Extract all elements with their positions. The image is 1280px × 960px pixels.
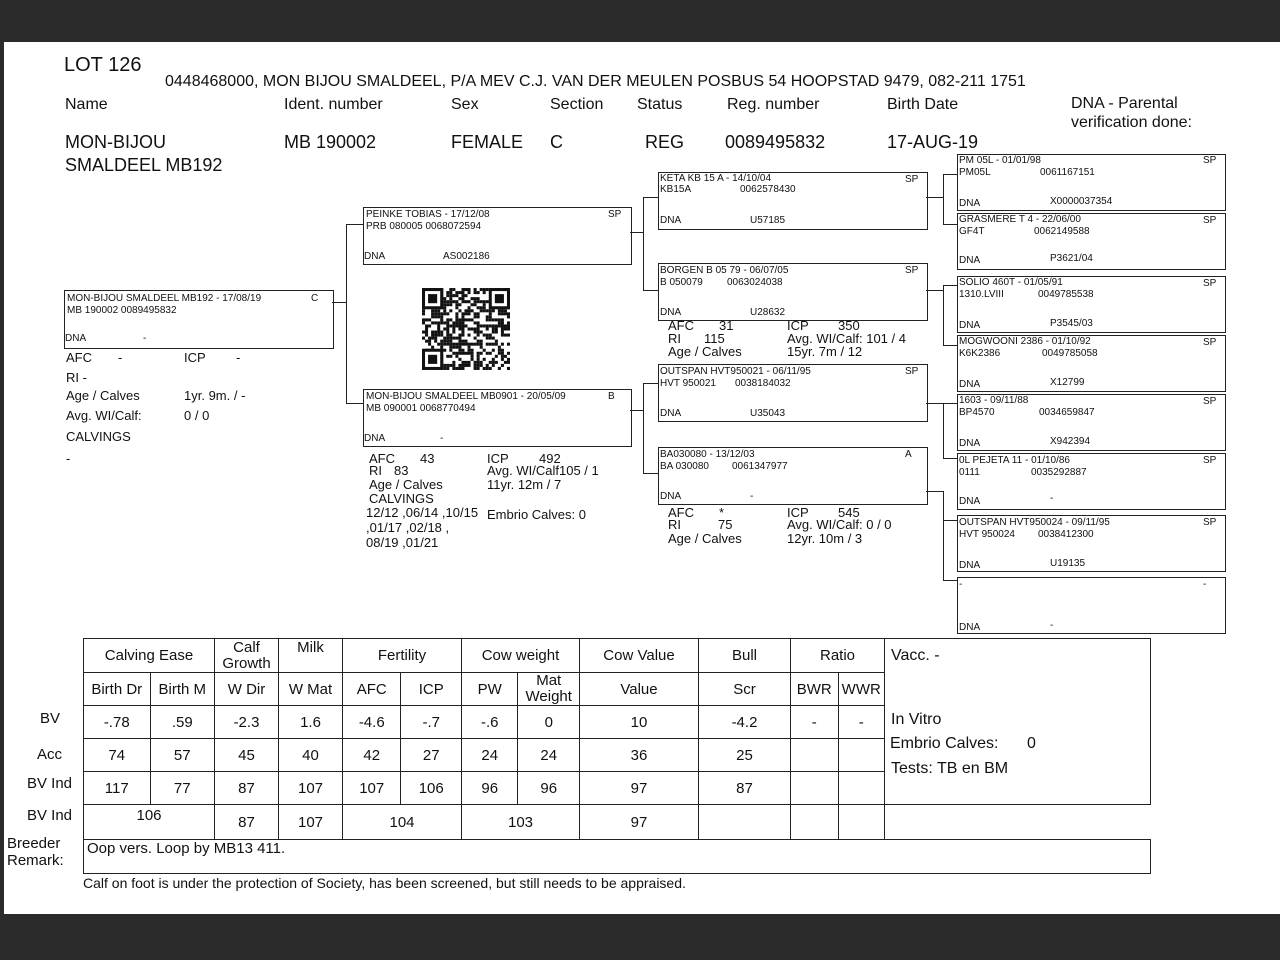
col-scr: Scr bbox=[699, 673, 791, 706]
subject-box bbox=[64, 290, 334, 349]
subject-age-label: Age / Calves bbox=[66, 388, 140, 403]
group-calf-growth: Calf Growth bbox=[215, 639, 279, 673]
ggp-dna-value: X0000037354 bbox=[1050, 196, 1113, 207]
gp-ri-value: 115 bbox=[704, 331, 725, 346]
lot-number: LOT 126 bbox=[64, 54, 142, 76]
cell: 74 bbox=[84, 739, 151, 772]
value-reg: 0089495832 bbox=[725, 132, 826, 152]
ggp-tag: - bbox=[1203, 579, 1207, 590]
gp-dna-value: - bbox=[750, 491, 754, 502]
subject-afc-label: AFC bbox=[66, 350, 92, 365]
gp-dna: DNA bbox=[660, 408, 682, 419]
cell: 107 bbox=[343, 772, 401, 805]
gp-title: OUTSPAN HVT950021 - 06/11/95 bbox=[660, 366, 811, 377]
dam-icp-value: 492 bbox=[539, 451, 561, 466]
cell: 40 bbox=[279, 739, 343, 772]
connector bbox=[943, 285, 944, 345]
owner-info: 0448468000, MON BIJOU SMALDEEL, P/A MEV C.J. VAN DER MEULEN POSBUS 54 HOOPSTAD 9479, 082-211 1751 bbox=[165, 73, 1026, 90]
subject-dna: DNA bbox=[65, 333, 87, 344]
ggp-tag: SP bbox=[1203, 337, 1217, 348]
side-panel bbox=[885, 639, 1151, 805]
gp-avg: Avg. WI/Calf: 101 / 4 bbox=[787, 331, 906, 346]
gp-icp-value: 545 bbox=[838, 505, 860, 520]
ggp-id: GF4T bbox=[959, 226, 985, 237]
connector bbox=[943, 174, 944, 224]
ggp-dna: DNA bbox=[959, 560, 981, 571]
connector bbox=[943, 458, 957, 459]
gp-reg: 0062578430 bbox=[740, 184, 796, 195]
gp-reg: 0061347977 bbox=[732, 461, 788, 472]
tests: Tests: TB en BM bbox=[891, 760, 1009, 777]
ggp-id: 0111 bbox=[959, 467, 980, 478]
qr-code bbox=[422, 288, 510, 370]
cell bbox=[838, 772, 885, 805]
cell bbox=[838, 805, 885, 840]
cell bbox=[791, 805, 839, 840]
gp-age-label: Age / Calves bbox=[668, 531, 742, 546]
gp-icp-value: 350 bbox=[838, 318, 860, 333]
footer-note: Calf on foot is under the protection of Society, has been screened, but still needs to be appraised. bbox=[83, 875, 686, 891]
cell: 87 bbox=[215, 805, 279, 840]
label-dna: DNA - Parental bbox=[1071, 95, 1178, 112]
ggp-dna: DNA bbox=[959, 320, 981, 331]
gp-id: KB15A bbox=[660, 184, 692, 195]
sire-title: PEINKE TOBIAS - 17/12/08 bbox=[366, 209, 490, 220]
connector bbox=[943, 345, 957, 346]
value-status: REG bbox=[645, 132, 685, 152]
connector bbox=[943, 403, 957, 404]
ggp-title: - bbox=[959, 579, 963, 590]
connector bbox=[346, 403, 363, 404]
ggp-title: OUTSPAN HVT950024 - 09/11/95 bbox=[959, 517, 1110, 528]
cell: 42 bbox=[343, 739, 401, 772]
connector bbox=[346, 224, 347, 403]
connector bbox=[643, 197, 644, 290]
dam-afc-value: 43 bbox=[420, 451, 435, 466]
vacc: Vacc. - bbox=[891, 647, 940, 664]
gp-dna-value: U35043 bbox=[750, 408, 786, 419]
ggp-reg: 0035292887 bbox=[1031, 467, 1087, 478]
cell: 103 bbox=[462, 805, 580, 840]
cell: 106 bbox=[84, 805, 215, 840]
ggp-dna: DNA bbox=[959, 198, 981, 209]
ggp-reg: 0049785538 bbox=[1038, 289, 1094, 300]
row-label-bv-ind: BV Ind bbox=[27, 775, 73, 792]
label-name: Name bbox=[65, 96, 108, 113]
group-cow-weight: Cow weight bbox=[462, 639, 580, 673]
label-reg: Reg. number bbox=[727, 96, 820, 113]
ggp-title: MOGWOONI 2386 - 01/10/92 bbox=[959, 336, 1091, 347]
group-calving-ease: Calving Ease bbox=[84, 639, 215, 673]
embrio-calves-value: 0 bbox=[1027, 735, 1036, 752]
subject-age-value: 1yr. 9m. / - bbox=[184, 388, 246, 403]
subject-icp-label: ICP bbox=[184, 350, 206, 365]
gp-title: BA030080 - 13/12/03 bbox=[660, 449, 755, 460]
cell: 24 bbox=[518, 739, 580, 772]
connector bbox=[643, 383, 644, 473]
viewer-bottom-bar bbox=[0, 914, 1280, 960]
cell: 97 bbox=[580, 772, 699, 805]
ggp-title: 1603 - 09/11/88 bbox=[959, 395, 1029, 406]
cell: -.6 bbox=[462, 706, 518, 739]
dam-embrio: Embrio Calves: 0 bbox=[487, 507, 586, 522]
ggp-tag: SP bbox=[1203, 278, 1217, 289]
ggp-tag: SP bbox=[1203, 517, 1217, 528]
ggp-title: SOLIO 460T - 01/05/91 bbox=[959, 277, 1063, 288]
ggp-reg: 0062149588 bbox=[1034, 226, 1090, 237]
cell: 107 bbox=[279, 772, 343, 805]
cell: -.7 bbox=[401, 706, 462, 739]
cell: -2.3 bbox=[215, 706, 279, 739]
dam-ri-value: 83 bbox=[394, 463, 409, 478]
cell: 57 bbox=[150, 739, 215, 772]
ggp-dna-value: - bbox=[1050, 493, 1054, 504]
connector bbox=[926, 197, 944, 198]
ggp-dna-value: X12799 bbox=[1050, 377, 1085, 388]
great-grandparent-box bbox=[957, 394, 1226, 451]
ggp-id: BP4570 bbox=[959, 407, 995, 418]
gp-age-label: Age / Calves bbox=[668, 344, 742, 359]
connector bbox=[630, 232, 644, 233]
gp-title: BORGEN B 05 79 - 06/07/05 bbox=[660, 265, 789, 276]
dam-afc-label: AFC bbox=[369, 451, 395, 466]
ggp-dna: DNA bbox=[959, 622, 981, 633]
dam-icp-label: ICP bbox=[487, 451, 509, 466]
value-birth: 17-AUG-19 bbox=[887, 132, 979, 152]
ggp-title: PM 05L - 01/01/98 bbox=[959, 155, 1041, 166]
sire-ids: PRB 080005 0068072594 bbox=[366, 221, 482, 232]
breeding-values-table bbox=[83, 638, 1151, 874]
gp-afc-value: * bbox=[719, 505, 725, 520]
cell: .59 bbox=[150, 706, 215, 739]
dam-age-value: 11yr. 12m / 7 bbox=[487, 477, 562, 492]
gp-afc-label: AFC bbox=[668, 318, 694, 333]
ggp-id: HVT 950024 bbox=[959, 529, 1015, 540]
subject-icp-value: - bbox=[236, 350, 241, 365]
connector bbox=[926, 290, 944, 291]
ggp-dna-value: - bbox=[1050, 620, 1054, 631]
remark-label: Remark: bbox=[7, 852, 64, 869]
gp-tag: A bbox=[905, 449, 912, 460]
col-mat-weight: Mat Weight bbox=[518, 673, 580, 706]
ggp-id: PM05L bbox=[959, 167, 991, 178]
grandparent-box bbox=[658, 447, 928, 505]
gp-reg: 0038184032 bbox=[735, 378, 791, 389]
ggp-id: 1310.LVIII bbox=[959, 289, 1004, 300]
cell: - bbox=[791, 706, 839, 739]
subject-avg-label: Avg. WI/Calf: bbox=[66, 408, 142, 423]
cell: 27 bbox=[401, 739, 462, 772]
gp-afc-label: AFC bbox=[668, 505, 694, 520]
col-pw: PW bbox=[462, 673, 518, 706]
sire-dna-value: AS002186 bbox=[443, 251, 490, 262]
ggp-tag: SP bbox=[1203, 396, 1217, 407]
col-w-dir: W Dir bbox=[215, 673, 279, 706]
sire-tag: SP bbox=[608, 209, 622, 220]
gp-title: KETA KB 15 A - 14/10/04 bbox=[660, 173, 772, 184]
gp-dna: DNA bbox=[660, 307, 682, 318]
cell: -.78 bbox=[84, 706, 151, 739]
cell: -4.6 bbox=[343, 706, 401, 739]
value-section: C bbox=[550, 132, 563, 152]
great-grandparent-box bbox=[957, 453, 1226, 510]
cell: 96 bbox=[518, 772, 580, 805]
label-birth: Birth Date bbox=[887, 96, 959, 113]
cell: 45 bbox=[215, 739, 279, 772]
dam-calvings-3: 08/19 ,01/21 bbox=[366, 535, 439, 550]
ggp-dna: DNA bbox=[959, 379, 981, 390]
cell: 87 bbox=[699, 772, 791, 805]
dam-calvings-2: ,01/17 ,02/18 , bbox=[366, 520, 450, 535]
cell bbox=[791, 739, 839, 772]
subject-calvings-label: CALVINGS bbox=[66, 429, 131, 444]
subject-calvings-value: - bbox=[66, 451, 71, 466]
row-label-acc: Acc bbox=[37, 746, 63, 763]
connector bbox=[943, 491, 944, 580]
remark-cell: Oop vers. Loop by MB13 411. bbox=[84, 840, 1151, 874]
subject-title: MON-BIJOU SMALDEEL MB192 - 17/08/19 bbox=[67, 293, 262, 304]
ggp-dna-value: P3545/03 bbox=[1050, 318, 1093, 329]
label-section: Section bbox=[550, 96, 604, 113]
value-name-2: SMALDEEL MB192 bbox=[65, 155, 223, 175]
row-label-bv: BV bbox=[40, 710, 61, 727]
subject-avg-value: 0 / 0 bbox=[184, 408, 210, 423]
cell: 0 bbox=[518, 706, 580, 739]
grandparent-box bbox=[658, 172, 928, 230]
cell: -4.2 bbox=[699, 706, 791, 739]
col-w-mat: W Mat bbox=[279, 673, 343, 706]
great-grandparent-box bbox=[957, 213, 1226, 270]
great-grandparent-box bbox=[957, 154, 1226, 211]
great-grandparent-box bbox=[957, 335, 1226, 392]
row-bv-ind-2 bbox=[84, 805, 1151, 840]
cell: 96 bbox=[462, 772, 518, 805]
cell: 117 bbox=[84, 772, 151, 805]
cell: 107 bbox=[279, 805, 343, 840]
ggp-reg: 0034659847 bbox=[1039, 407, 1095, 418]
ggp-dna: DNA bbox=[959, 255, 981, 266]
subject-afc-value: - bbox=[118, 350, 123, 365]
cell bbox=[699, 805, 791, 840]
cell: 106 bbox=[401, 772, 462, 805]
gp-dna-value: U57185 bbox=[750, 215, 786, 226]
group-bull: Bull bbox=[699, 639, 791, 673]
connector bbox=[943, 580, 957, 581]
subject-dna-value: - bbox=[143, 333, 147, 344]
sire-box bbox=[363, 207, 632, 265]
ggp-dna-value: X942394 bbox=[1050, 436, 1091, 447]
sire-dna: DNA bbox=[364, 251, 386, 262]
gp-id: B 050079 bbox=[660, 277, 703, 288]
dam-dna: DNA bbox=[364, 433, 386, 444]
gp-icp-label: ICP bbox=[787, 318, 809, 333]
gp-age-value: 12yr. 10m / 3 bbox=[787, 531, 863, 546]
connector bbox=[943, 520, 957, 521]
connector bbox=[643, 383, 658, 384]
connector bbox=[332, 302, 347, 303]
label-dna-2: verification done: bbox=[1071, 114, 1192, 131]
ggp-tag: SP bbox=[1203, 155, 1217, 166]
cell: 24 bbox=[462, 739, 518, 772]
label-status: Status bbox=[637, 96, 683, 113]
ggp-reg: 0061167151 bbox=[1040, 167, 1095, 178]
in-vitro: In Vitro bbox=[891, 711, 942, 728]
grandparent-box bbox=[658, 364, 928, 422]
gp-dna: DNA bbox=[660, 491, 682, 502]
dam-calvings-label: CALVINGS bbox=[369, 491, 434, 506]
subject-class: C bbox=[311, 293, 319, 304]
gp-dna-value: U28632 bbox=[750, 307, 786, 318]
great-grandparent-box bbox=[957, 577, 1226, 634]
gp-tag: SP bbox=[905, 174, 919, 185]
gp-avg: Avg. WI/Calf: 0 / 0 bbox=[787, 517, 892, 532]
ggp-dna-value: P3621/04 bbox=[1050, 253, 1093, 264]
ggp-id: K6K2386 bbox=[959, 348, 1001, 359]
gp-ri-label: RI bbox=[668, 331, 681, 346]
connector bbox=[943, 403, 944, 458]
gp-id: HVT 950021 bbox=[660, 378, 716, 389]
ggp-title: 0L PEJETA 11 - 01/10/86 bbox=[959, 455, 1070, 466]
dam-box bbox=[363, 389, 632, 447]
cell: 77 bbox=[150, 772, 215, 805]
ggp-dna: DNA bbox=[959, 496, 981, 507]
connector bbox=[630, 410, 644, 411]
cell: 1.6 bbox=[279, 706, 343, 739]
ggp-dna-value: U19135 bbox=[1050, 558, 1086, 569]
gp-afc-value: 31 bbox=[719, 318, 734, 333]
connector bbox=[346, 224, 363, 225]
gp-ri-value: 75 bbox=[718, 517, 733, 532]
embrio-calves: Embrio Calves: bbox=[890, 735, 999, 752]
gp-age-value: 15yr. 7m / 12 bbox=[787, 344, 863, 359]
gp-tag: SP bbox=[905, 265, 919, 276]
cell: 97 bbox=[580, 805, 699, 840]
grandparent-box bbox=[658, 263, 928, 321]
cell: 104 bbox=[343, 805, 462, 840]
col-bwr: BWR bbox=[791, 673, 839, 706]
cell bbox=[791, 772, 839, 805]
ggp-tag: SP bbox=[1203, 215, 1217, 226]
connector bbox=[943, 285, 957, 286]
great-grandparent-box bbox=[957, 276, 1226, 333]
gp-tag: SP bbox=[905, 366, 919, 377]
connector bbox=[943, 174, 957, 175]
value-name: MON-BIJOU bbox=[65, 132, 166, 152]
col-birth-dr: Birth Dr bbox=[84, 673, 151, 706]
connector bbox=[926, 491, 944, 492]
col-birth-m: Birth M bbox=[150, 673, 215, 706]
subject-ids: MB 190002 0089495832 bbox=[67, 305, 177, 316]
col-icp: ICP bbox=[401, 673, 462, 706]
col-value: Value bbox=[580, 673, 699, 706]
col-afc: AFC bbox=[343, 673, 401, 706]
great-grandparent-box bbox=[957, 515, 1226, 572]
connector bbox=[643, 197, 658, 198]
ggp-tag: SP bbox=[1203, 455, 1217, 466]
gp-icp-label: ICP bbox=[787, 505, 809, 520]
dam-title: MON-BIJOU SMALDEEL MB0901 - 20/05/09 bbox=[366, 391, 566, 402]
group-milk: Milk bbox=[279, 639, 343, 673]
label-ident: Ident. number bbox=[284, 96, 383, 113]
cell: 25 bbox=[699, 739, 791, 772]
row-label-bv-ind-2: BV Ind bbox=[27, 807, 73, 824]
dam-dna-value: - bbox=[440, 433, 444, 444]
ggp-reg: 0038412300 bbox=[1038, 529, 1094, 540]
connector bbox=[943, 224, 957, 225]
gp-ri-label: RI bbox=[668, 517, 681, 532]
group-ratio: Ratio bbox=[791, 639, 885, 673]
gp-reg: 0063024038 bbox=[727, 277, 783, 288]
gp-id: BA 030080 bbox=[660, 461, 709, 472]
dam-calvings-1: 12/12 ,06/14 ,10/15 bbox=[366, 505, 479, 520]
group-fertility: Fertility bbox=[343, 639, 462, 673]
group-cow-value: Cow Value bbox=[580, 639, 699, 673]
cell bbox=[838, 739, 885, 772]
ggp-title: GRASMERE T 4 - 22/06/00 bbox=[959, 214, 1081, 225]
connector bbox=[643, 473, 658, 474]
cell: 36 bbox=[580, 739, 699, 772]
ggp-reg: 0049785058 bbox=[1042, 348, 1098, 359]
col-wwr: WWR bbox=[838, 673, 885, 706]
cell: 10 bbox=[580, 706, 699, 739]
connector bbox=[643, 290, 658, 291]
ggp-dna: DNA bbox=[959, 438, 981, 449]
dam-tag: B bbox=[608, 391, 615, 402]
dam-age-label: Age / Calves bbox=[369, 477, 443, 492]
value-sex: FEMALE bbox=[451, 132, 524, 152]
dam-ri-label: RI bbox=[369, 463, 382, 478]
dam-avg: Avg. WI/Calf105 / 1 bbox=[487, 463, 599, 478]
gp-dna: DNA bbox=[660, 215, 682, 226]
connector bbox=[926, 403, 944, 404]
subject-ri: RI - bbox=[66, 370, 87, 385]
dam-ids: MB 090001 0068770494 bbox=[366, 403, 476, 414]
breeder-label: Breeder bbox=[7, 835, 61, 852]
value-ident: MB 190002 bbox=[284, 132, 377, 152]
cell: - bbox=[838, 706, 885, 739]
cell: 87 bbox=[215, 772, 279, 805]
label-sex: Sex bbox=[451, 96, 479, 113]
